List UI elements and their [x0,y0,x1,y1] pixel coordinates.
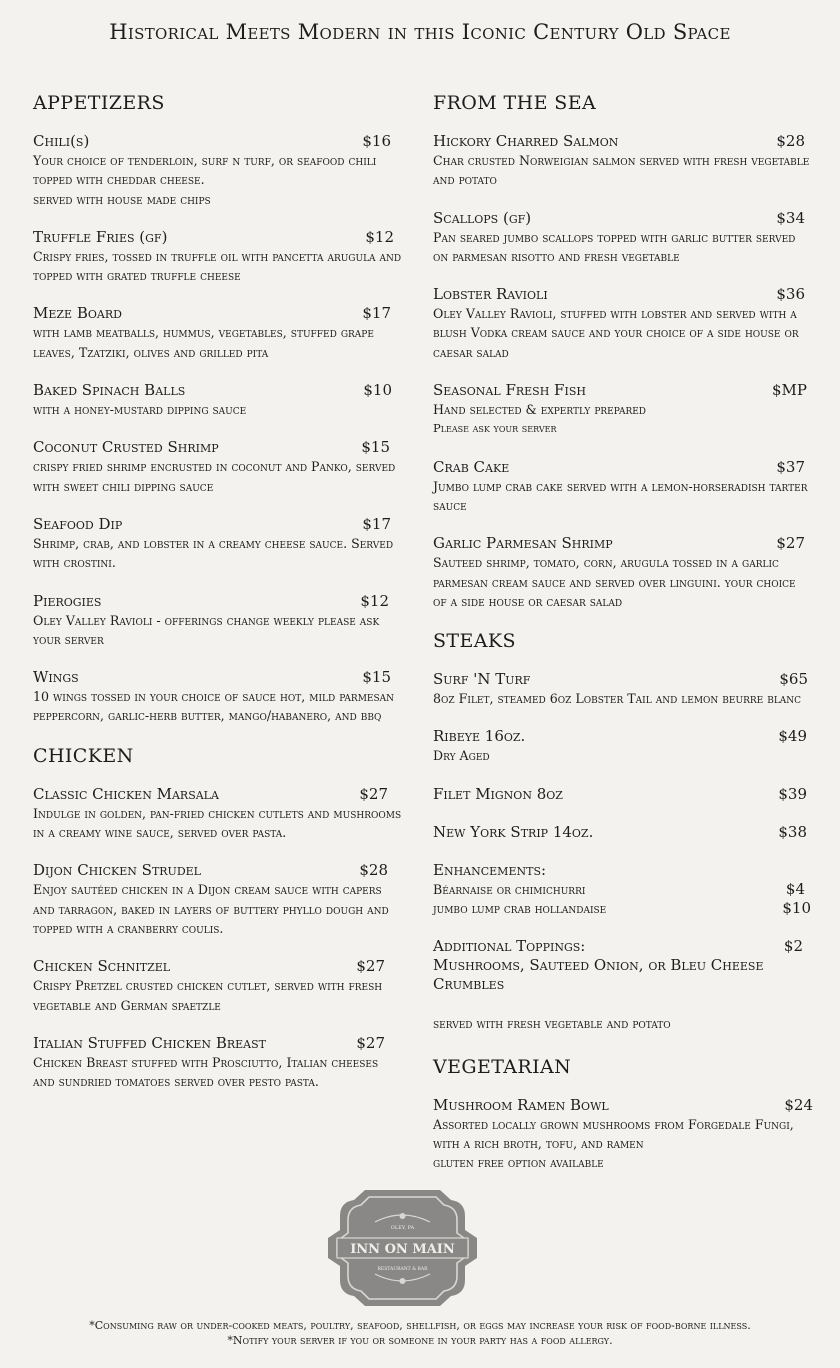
item-name: Mushroom Ramen Bowl [433,1095,609,1114]
menu-item [433,823,813,842]
menu-headline: Historical Meets Modern in this Iconic Century Old Space [109,20,731,44]
menu-item [33,438,403,496]
section-chicken [33,745,403,1092]
enhancement-name: Béarnaise or chimichurri [433,881,586,897]
menu-item [433,534,813,611]
item-note: served with house made chips [33,191,211,207]
footnote-raw-food-warning: *Consuming raw or under-cooked meats, poultry, seafood, shellfish, or eggs may increase your risk of food-borne illness. [89,1319,751,1332]
menu-item [433,727,813,765]
menu-item [33,592,403,650]
logo-name-text: INN ON MAIN [350,1242,455,1257]
menu-item [33,668,403,726]
item-description: with lamb meatballs, hummus, vegetables, stuffed grape leaves, Tzatziki, olives and grilled pita [33,325,374,360]
item-price: $27 [359,784,388,803]
item-price: $28 [359,861,388,880]
item-name: Truffle Fries (gf) [33,227,168,246]
menu-item [33,861,403,938]
item-name: Classic Chicken Marsala [33,784,219,803]
item-name: New York Strip 14oz. [433,822,594,841]
menu-item [433,209,813,267]
item-name: Italian Stuffed Chicken Breast [33,1033,266,1052]
item-name: Scallops (gf) [433,208,532,227]
item-price: $37 [776,457,805,476]
toppings-block [433,937,813,994]
item-price: $16 [362,132,391,150]
item-price: $27 [356,1033,385,1052]
item-description: Pan seared jumbo scallops topped with garlic butter served on parmesan risotto and fresh vegetable [433,229,796,264]
section-from-the-sea [433,92,813,611]
menu-item [433,785,813,804]
item-name: Filet Mignon 8oz [433,784,563,803]
item-description: Jumbo lump crab cake served with a lemon-horseradish tarter sauce [433,478,808,513]
item-description: Sauteed shrimp, tomato, corn, arugula tossed in a garlic parmesan cream sauce and served over linguini. your choice of a side house or caesar salad [433,555,796,609]
enhancement-row [433,899,813,918]
item-description: Hand selected & expertly prepared [433,402,647,418]
item-price: $34 [776,208,805,227]
section-title-from-the-sea: FROM THE SEA [433,92,597,114]
steaks-served-with: served with fresh vegetable and potato [433,1016,671,1032]
enhancement-name: jumbo lump crab hollandaise [433,901,607,917]
item-description: Crispy Pretzel crusted chicken cutlet, served with fresh vegetable and German spaetzle [33,978,383,1013]
item-price: $17 [362,514,391,533]
item-name: Pierogies [33,591,102,610]
item-note: gluten free option available [433,1155,604,1171]
section-appetizers [33,92,403,726]
item-name: Chili(s) [33,132,90,150]
enhancement-price: $4 [785,879,805,898]
logo-bottom-text: RESTAURANT & BAR [377,1267,428,1272]
item-name: Dijon Chicken Strudel [33,861,201,880]
menu-item [33,381,403,419]
item-price: $15 [361,438,390,457]
item-description: Dry Aged [433,748,490,764]
item-price: $65 [779,670,808,689]
menu-item [433,381,813,439]
item-description: Chicken Breast stuffed with Prosciutto, Italian cheeses and sundried tomatoes served over pesto pasta. [33,1054,379,1090]
right-column [433,92,813,1192]
menu-item [433,458,813,516]
menu-item [33,515,403,573]
item-name: Chicken Schnitzel [33,957,171,976]
menu-item [33,228,403,286]
item-description: Enjoy sautéed chicken in a Dijon cream sauce with capers and tarragon, baked in layers of buttery phyllo dough and topped with a cranberry coulis. [33,882,389,936]
item-price: $27 [776,534,805,553]
item-description: Oley Valley Ravioli - offerings change weekly please ask your server [33,612,380,647]
item-name: Hickory Charred Salmon [433,132,619,150]
section-title-vegetarian: VEGETARIAN [433,1055,572,1078]
item-name: Baked Spinach Balls [33,381,186,400]
toppings-description: Mushrooms, Sauteed Onion, or Bleu Cheese Crumbles [433,956,764,994]
section-title-appetizers: APPETIZERS [33,92,165,114]
item-name: Ribeye 16oz. [433,727,526,746]
menu-item [433,132,813,190]
item-description: Indulge in golden, pan-fried chicken cutlets and mushrooms in a creamy wine sauce, served over pasta. [33,805,402,841]
section-title-chicken: CHICKEN [33,744,134,767]
item-name: Wings [33,668,79,687]
item-price: $27 [356,957,385,976]
item-price: $28 [776,132,805,150]
item-description: Shrimp, crab, and lobster in a creamy cheese sauce. Served with crostini. [33,535,394,571]
menu-item [33,957,403,1015]
section-vegetarian [433,1056,813,1173]
item-name: Seasonal Fresh Fish [433,381,586,400]
item-name: Lobster Ravioli [433,285,548,304]
item-price: $36 [776,285,805,304]
item-description: Your choice of tenderloin, surf n turf, or seafood chili topped with cheddar cheese. [33,153,377,188]
toppings-label: Additional Toppings: [433,937,586,956]
menu-item [433,285,813,362]
item-price: $12 [360,591,389,610]
item-name: Crab Cake [433,457,510,476]
item-description: with a honey-mustard dipping sauce [33,402,247,418]
menu-item [33,304,403,362]
item-description: Oley Valley Ravioli, stuffed with lobster and served with a blush Vodka cream sauce and your choice of a side house or caesar salad [433,306,799,360]
item-description: Assorted locally grown mushrooms from Forgedale Fungi, with a rich broth, tofu, and ramen [433,1116,794,1151]
logo-top-text: OLEY, PA [390,1225,415,1231]
enhancements-block [433,861,813,919]
item-description: 8oz Filet, steamed 6oz Lobster Tail and lemon beurre blanc [433,691,802,707]
item-price: $24 [784,1095,813,1114]
item-price: $49 [778,727,807,746]
enhancement-price: $10 [782,899,811,918]
item-name: Surf 'N Turf [433,670,531,689]
left-column [33,92,403,1110]
item-note: Please ask your server [433,421,557,436]
item-name: Meze Board [33,304,122,323]
toppings-price: $2 [783,937,803,956]
item-price: $MP [772,381,807,400]
item-description: crispy fried shrimp encrusted in coconut and Panko, served with sweet chili dipping sauce [33,459,396,494]
item-price: $17 [362,304,391,323]
enhancements-label: Enhancements: [433,860,547,879]
section-title-steaks: STEAKS [433,630,516,653]
menu-item [33,132,403,209]
menu-item [433,670,813,708]
menu-item [433,1096,813,1173]
item-price: $15 [362,668,391,687]
item-name: Coconut Crusted Shrimp [33,438,219,457]
footnotes [0,1318,840,1348]
logo-emblem-icon [325,1186,480,1310]
item-name: Seafood Dip [33,514,123,533]
enhancement-row [433,880,813,899]
item-price: $12 [365,227,394,246]
item-price: $39 [778,784,807,803]
item-description: 10 wings tossed in your choice of sauce hot, mild parmesan peppercorn, garlic-herb butter, mango/habanero, and bbq [33,689,395,724]
menu-item [33,1034,403,1092]
section-steaks [433,630,813,1033]
footnote-allergy-notice: *Notify your server if you or someone in your party has a food allergy. [227,1334,613,1347]
item-price: $38 [778,822,807,841]
item-description: Crispy fries, tossed in truffle oil with pancetta arugula and topped with grated truffle cheese [33,248,402,284]
inn-on-main-logo [325,1186,480,1310]
item-description: Char crusted Norweigian salmon served with fresh vegetable and potato [433,153,810,188]
menu-item [33,785,403,843]
item-price: $10 [363,381,392,400]
item-name: Garlic Parmesan Shrimp [433,534,613,553]
